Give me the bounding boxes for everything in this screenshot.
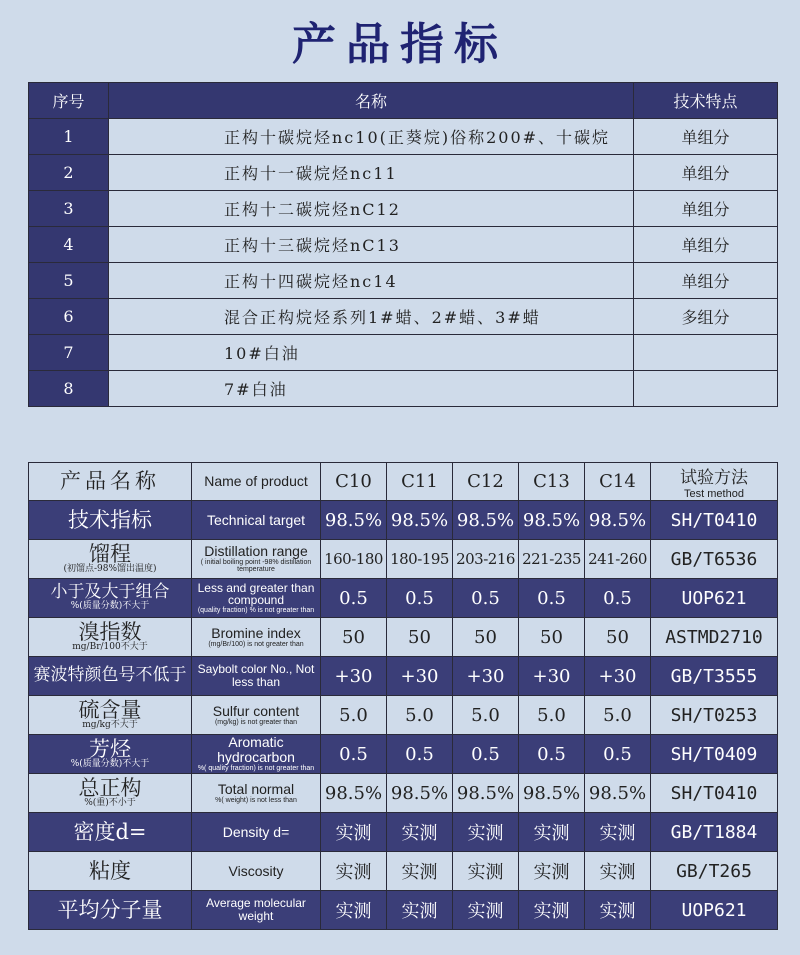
spec-value: 实测 (387, 852, 453, 891)
spec-value: 98.5% (387, 501, 453, 540)
spec-name-cn (29, 618, 192, 657)
spec-name-cn (29, 735, 192, 774)
spec-name-cn-note: %(重)不小于 (84, 798, 136, 809)
test-method: SH/T0410 (651, 774, 778, 813)
spec-name-cn (29, 696, 192, 735)
product-feature: 多组分 (634, 299, 778, 335)
spec-row (29, 540, 778, 579)
spec-value: 98.5% (519, 501, 585, 540)
spec-value: 0.5 (321, 579, 387, 618)
spec-name-cn-note: mg/kg不大于 (82, 720, 138, 731)
spec-name-en-note: (mg/kg) is not greater than (214, 718, 298, 726)
product-list-table (28, 82, 778, 407)
product-name-header-cn: 产品名称 (29, 463, 192, 501)
spec-value: 实测 (453, 813, 519, 852)
spec-value: 5.0 (321, 696, 387, 735)
spec-name-en-note: (quality fraction) % is not greater than (197, 606, 315, 614)
spec-name-en-label: Density d= (222, 823, 290, 840)
spec-row (29, 735, 778, 774)
row-number: 3 (29, 191, 109, 227)
spec-row (29, 891, 778, 930)
spec-name-cn (29, 891, 192, 930)
spec-name-cn (29, 813, 192, 852)
table-row (29, 191, 778, 227)
test-method: GB/T6536 (651, 540, 778, 579)
spec-row (29, 579, 778, 618)
product-feature: 单组分 (634, 263, 778, 299)
product-feature: 单组分 (634, 227, 778, 263)
table-row (29, 335, 778, 371)
table-header-row (29, 83, 778, 119)
product-feature (634, 335, 778, 371)
row-number: 7 (29, 335, 109, 371)
table-row (29, 227, 778, 263)
spec-value: 50 (453, 618, 519, 657)
spec-name-cn (29, 774, 192, 813)
spec-name-en-label: Bromine index (211, 624, 301, 641)
spec-value: 0.5 (585, 735, 651, 774)
product-name: 正构十三碳烷烃nC13 (109, 227, 634, 263)
spec-name-en-label: Sulfur content (212, 702, 300, 719)
spec-name-cn (29, 501, 192, 540)
spec-name-cn-label: 芳烃 (89, 737, 131, 762)
table-row (29, 263, 778, 299)
test-method-header-en: Test method (684, 488, 744, 500)
spec-value: 0.5 (387, 735, 453, 774)
spec-name-cn-note: mg/Br/100不大于 (72, 642, 148, 653)
spec-name-en (192, 540, 321, 579)
spec-name-en-label: Saybolt color No., Not less than (197, 662, 315, 689)
spec-value: 5.0 (519, 696, 585, 735)
spec-name-en-label: Less and greater than compound (197, 580, 315, 608)
spec-name-en (192, 774, 321, 813)
product-name: 正构十四碳烷烃nc14 (109, 263, 634, 299)
spec-value: 98.5% (321, 774, 387, 813)
spec-name-cn-label: 平均分子量 (57, 897, 163, 922)
spec-name-cn-label: 密度d= (73, 819, 147, 844)
spec-name-en-note: (mg/Br/100) is not greater than (208, 640, 304, 648)
spec-name-en-label: Distillation range (204, 542, 308, 559)
spec-value: 241-260 (585, 540, 651, 579)
product-column-header: C13 (519, 463, 585, 501)
spec-value: +30 (321, 657, 387, 696)
spec-value: 98.5% (519, 774, 585, 813)
spec-name-cn (29, 579, 192, 618)
spec-value: 5.0 (387, 696, 453, 735)
spec-name-cn-note: %(质量分数)不大于 (70, 759, 150, 770)
spec-name-cn-label: 硫含量 (78, 698, 142, 723)
spec-value: 98.5% (453, 501, 519, 540)
spec-value: 实测 (585, 852, 651, 891)
spec-value: 实测 (519, 852, 585, 891)
spec-name-en-label: Viscosity (228, 862, 284, 879)
spec-name-cn-label: 小于及大于组合 (50, 582, 170, 603)
spec-name-cn (29, 657, 192, 696)
spec-value: +30 (453, 657, 519, 696)
spec-value: 98.5% (321, 501, 387, 540)
spec-name-en (192, 501, 321, 540)
test-method-header-cn: 试验方法 (680, 468, 748, 488)
test-method: ASTMD2710 (651, 618, 778, 657)
spec-name-cn-label: 赛波特颜色号不低于 (33, 665, 187, 686)
spec-value: 0.5 (519, 579, 585, 618)
spec-value: 98.5% (453, 774, 519, 813)
spec-name-cn-label: 粘度 (89, 858, 131, 883)
table-row (29, 371, 778, 407)
test-method: UOP621 (651, 579, 778, 618)
product-column-header: C14 (585, 463, 651, 501)
feature-header: 技术特点 (634, 83, 778, 119)
row-number: 6 (29, 299, 109, 335)
table-row (29, 119, 778, 155)
spec-value: +30 (585, 657, 651, 696)
product-name: 正构十一碳烷烃nc11 (109, 155, 634, 191)
table-row (29, 155, 778, 191)
spec-row (29, 852, 778, 891)
spec-value: 0.5 (519, 735, 585, 774)
spec-value: 160-180 (321, 540, 387, 579)
spec-row (29, 657, 778, 696)
row-number: 1 (29, 119, 109, 155)
spec-value: 203-216 (453, 540, 519, 579)
spec-name-en (192, 696, 321, 735)
spec-name-cn-label: 技术指标 (68, 507, 152, 532)
product-name: 混合正构烷烃系列1#蜡、2#蜡、3#蜡 (109, 299, 634, 335)
spec-name-en-label: Aromatic hydrocarbon (217, 734, 295, 766)
product-column-header: C12 (453, 463, 519, 501)
spec-value: 实测 (387, 891, 453, 930)
row-number: 5 (29, 263, 109, 299)
spec-name-cn-label: 总正构 (78, 776, 142, 801)
spec-name-en-label: Total normal (217, 780, 295, 797)
spec-row (29, 501, 778, 540)
row-number: 4 (29, 227, 109, 263)
spec-value: 实测 (321, 891, 387, 930)
product-feature: 单组分 (634, 119, 778, 155)
spec-value: 实测 (453, 891, 519, 930)
spec-name-en-note: %( quality fraction) is not greater than (197, 764, 315, 772)
spec-value: 5.0 (585, 696, 651, 735)
spec-name-en (192, 657, 321, 696)
test-method: UOP621 (651, 891, 778, 930)
spec-value: 98.5% (585, 774, 651, 813)
spec-name-en (192, 852, 321, 891)
spec-value: 50 (519, 618, 585, 657)
row-number: 2 (29, 155, 109, 191)
spec-name-en (192, 618, 321, 657)
spec-row (29, 774, 778, 813)
spec-value: 5.0 (453, 696, 519, 735)
table-row (29, 299, 778, 335)
spec-value: 实测 (387, 813, 453, 852)
spec-name-en-label: Average molecular weight (206, 896, 306, 923)
product-feature: 单组分 (634, 155, 778, 191)
spec-value: 0.5 (453, 579, 519, 618)
page-title: 产品指标 (292, 19, 508, 70)
product-name: 正构十二碳烷烃nC12 (109, 191, 634, 227)
test-method: SH/T0409 (651, 735, 778, 774)
spec-name-en (192, 891, 321, 930)
number-header: 序号 (29, 83, 109, 119)
spec-name-cn (29, 540, 192, 579)
spec-value: 实测 (519, 891, 585, 930)
spec-row (29, 618, 778, 657)
spec-name-cn-label: 溴指数 (78, 620, 142, 645)
spec-value: 0.5 (453, 735, 519, 774)
spec-value: 实测 (585, 891, 651, 930)
spec-name-en-label: Technical target (206, 511, 306, 528)
spec-value: 0.5 (387, 579, 453, 618)
spec-value: 实测 (453, 852, 519, 891)
test-method: GB/T3555 (651, 657, 778, 696)
spec-value: +30 (519, 657, 585, 696)
spec-header-row (29, 463, 778, 501)
spec-name-cn-note: (初馏点-98%馏出温度) (63, 564, 157, 575)
spec-name-en-note: %( weight) is not less than (215, 796, 297, 804)
spec-name-cn-label: 馏程 (89, 542, 131, 567)
product-name: 10#白油 (109, 335, 634, 371)
product-name: 正构十碳烷烃nc10(正葵烷)俗称200#、十碳烷 (109, 119, 634, 155)
name-header: 名称 (109, 83, 634, 119)
spec-value: +30 (387, 657, 453, 696)
spec-value: 221-235 (519, 540, 585, 579)
row-number: 8 (29, 371, 109, 407)
spec-name-cn-note: %(质量分数)不大于 (70, 600, 150, 611)
spec-name-en (192, 735, 321, 774)
spec-value: 实测 (321, 813, 387, 852)
test-method: SH/T0410 (651, 501, 778, 540)
product-spec-table (28, 462, 778, 930)
spec-value: 实测 (519, 813, 585, 852)
spec-value: 实测 (585, 813, 651, 852)
spec-value: 98.5% (585, 501, 651, 540)
spec-value: 180-195 (387, 540, 453, 579)
product-column-header: C10 (321, 463, 387, 501)
spec-name-en (192, 579, 321, 618)
test-method: SH/T0253 (651, 696, 778, 735)
spec-name-cn (29, 852, 192, 891)
spec-value: 50 (585, 618, 651, 657)
spec-name-en-note: ( initial boiling point -98% distillation temperature (200, 558, 312, 574)
product-feature (634, 371, 778, 407)
spec-value: 实测 (321, 852, 387, 891)
test-method: GB/T1884 (651, 813, 778, 852)
spec-value: 98.5% (387, 774, 453, 813)
spec-value: 50 (387, 618, 453, 657)
test-method: GB/T265 (651, 852, 778, 891)
spec-value: 50 (321, 618, 387, 657)
product-name-header-en: Name of product (192, 463, 321, 501)
spec-name-en (192, 813, 321, 852)
product-name: 7#白油 (109, 371, 634, 407)
spec-row (29, 696, 778, 735)
test-method-header (651, 463, 778, 501)
spec-row (29, 813, 778, 852)
product-feature: 单组分 (634, 191, 778, 227)
product-column-header: C11 (387, 463, 453, 501)
spec-value: 0.5 (585, 579, 651, 618)
spec-value: 0.5 (321, 735, 387, 774)
